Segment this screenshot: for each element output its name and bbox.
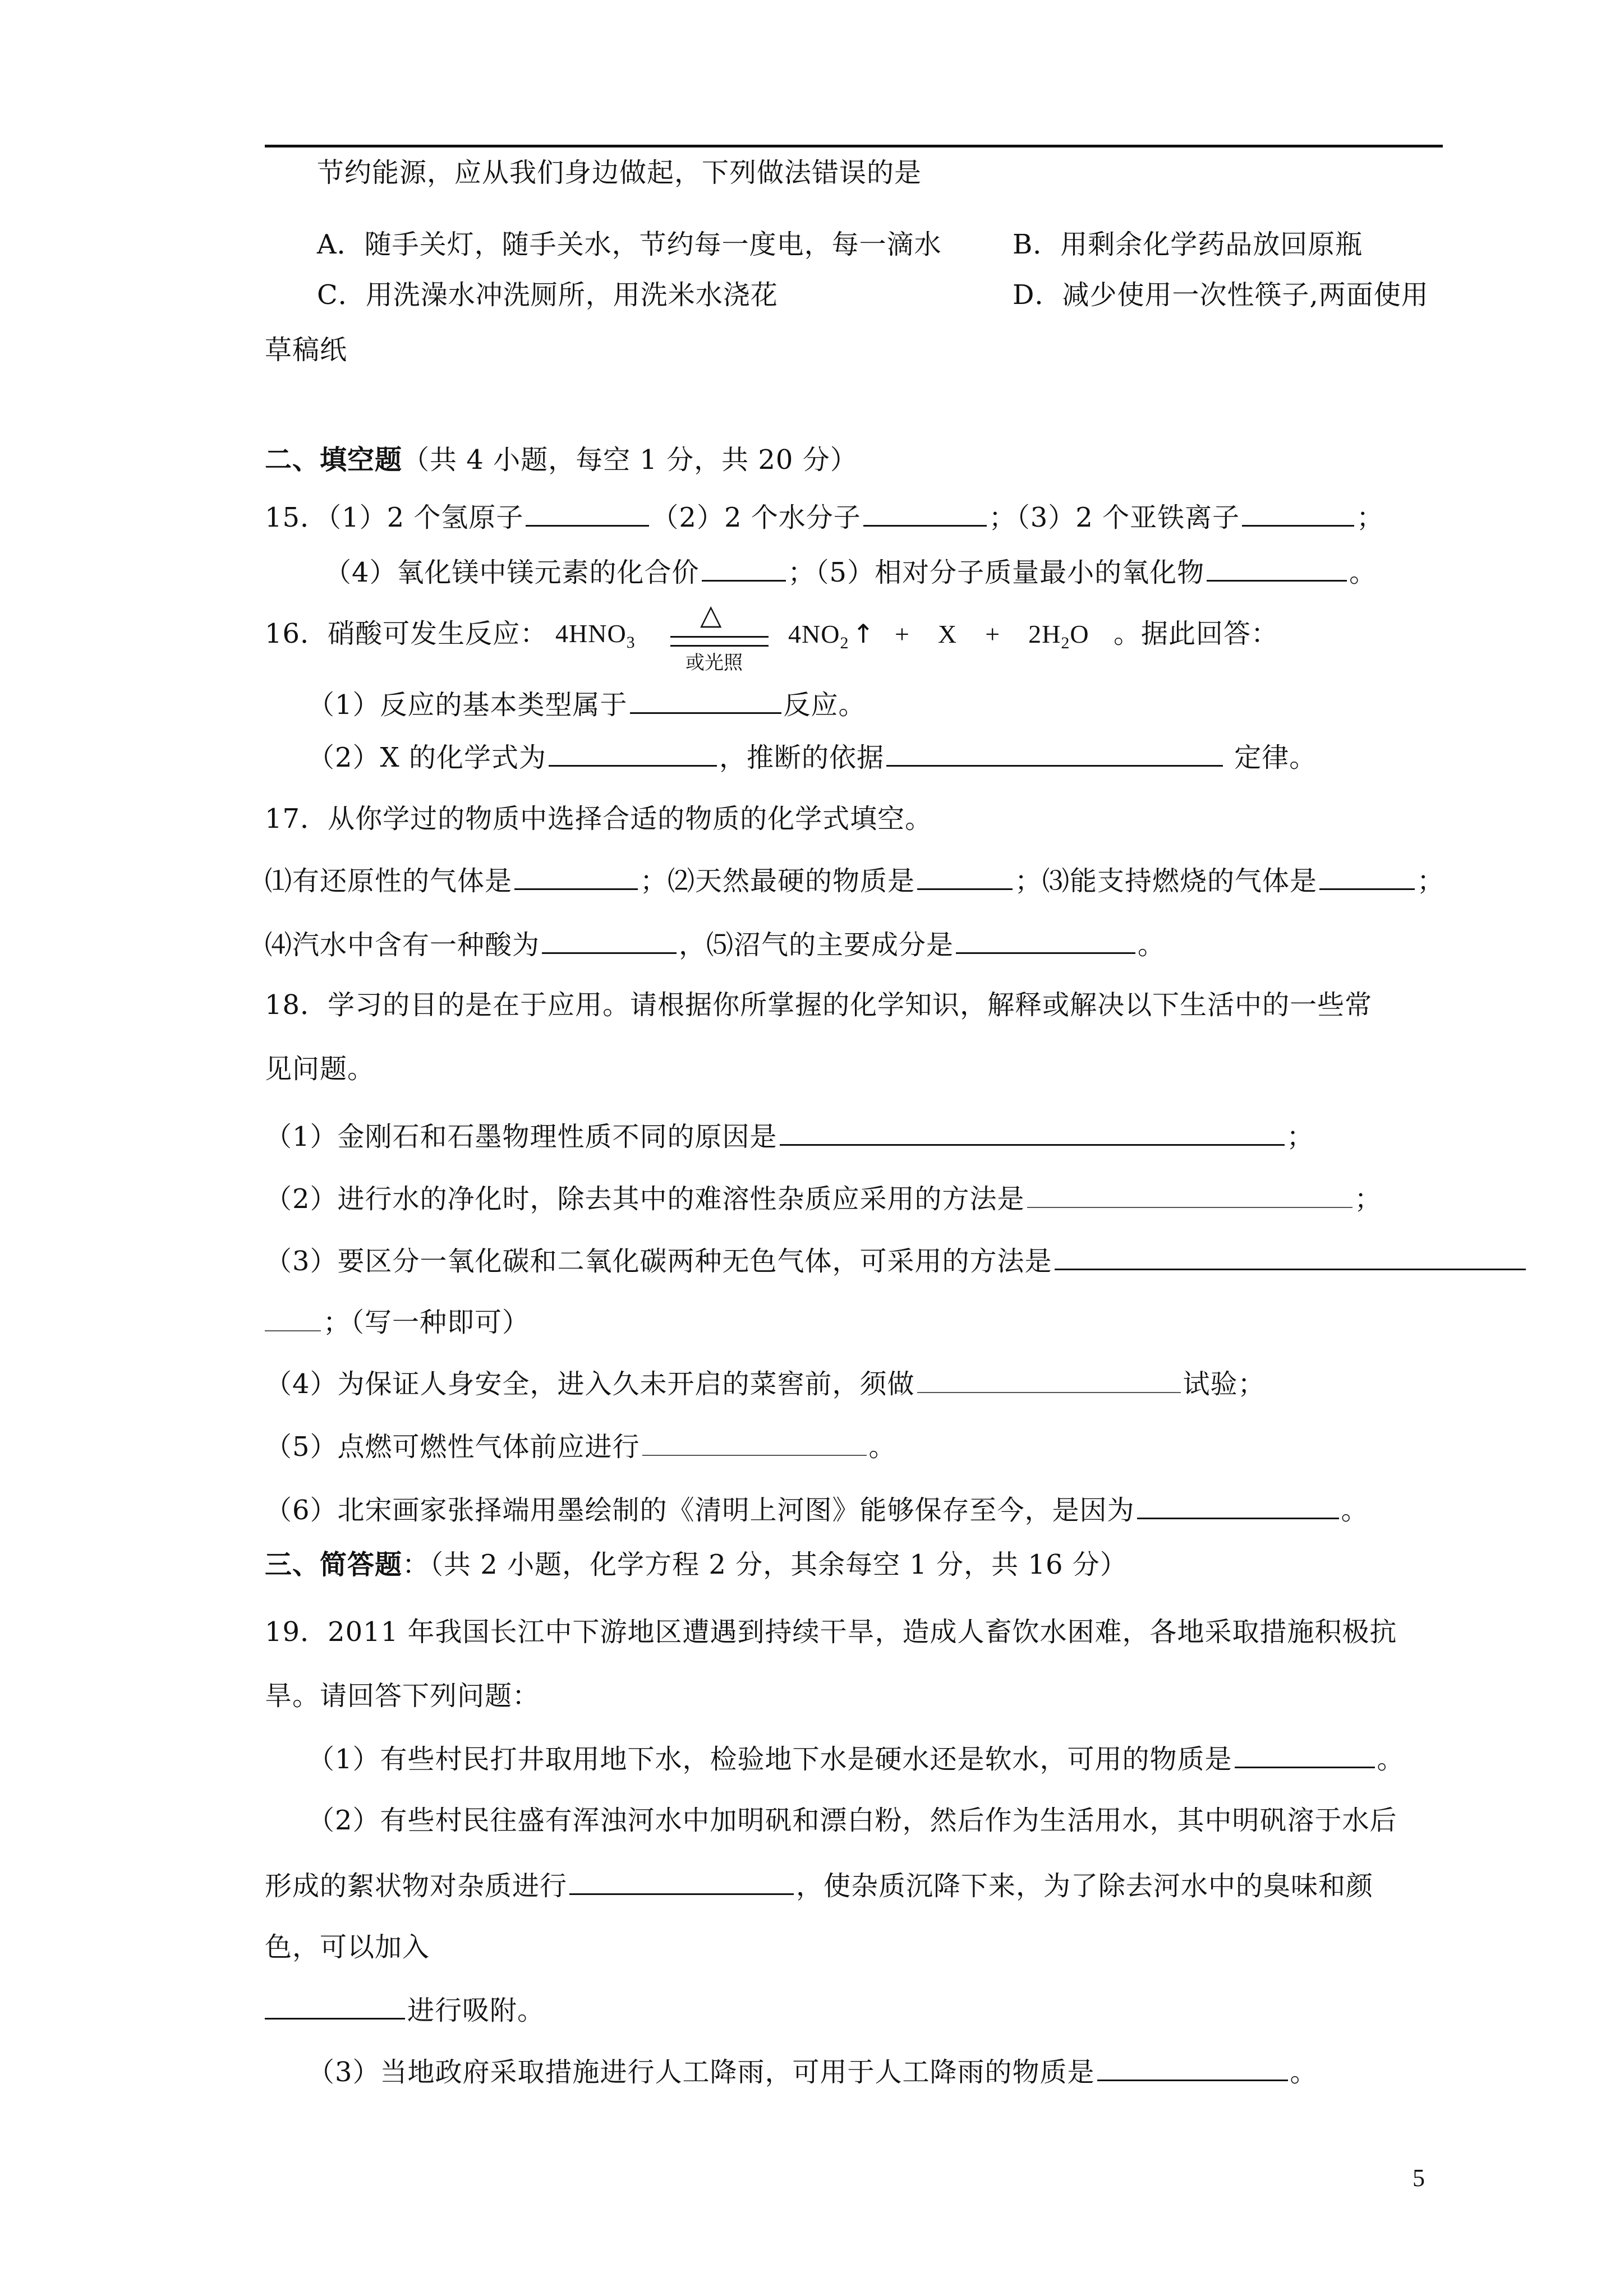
q18-sub-2 [265, 1181, 1382, 1215]
q19-stem-line-1: 19．2011 年我国长江中下游地区遭遇到持续干旱，造成人畜饮水困难，各地采取措施积极抗 [265, 1616, 1397, 1648]
q15-part-3: ；（3）2 个亚铁离子 [988, 502, 1240, 533]
q15-part-4: （4）氧化镁中镁元素的化合价 [324, 557, 700, 588]
q19-sub-1 [307, 1741, 1405, 1774]
reactant-subscript: 3 [626, 633, 636, 652]
answer-blank[interactable] [1137, 1492, 1339, 1519]
q18-sub-5-text: （5）点燃可燃性气体前应进行 [265, 1431, 640, 1463]
q19-sub-1-tail: 。 [1377, 1744, 1405, 1775]
product-1: 4NO [788, 620, 840, 648]
q19-sub-2-line-3: 色，可以加入 [265, 1931, 430, 1963]
answer-blank[interactable] [886, 739, 1223, 767]
answer-blank[interactable] [265, 1992, 405, 2020]
gas-arrow-icon: ↑ [852, 619, 875, 649]
q18-sub-4-text: （4）为保证人身安全，进入久未开启的菜窖前，须做 [265, 1368, 915, 1400]
q18-sub-4 [265, 1366, 1266, 1400]
answer-blank[interactable] [917, 863, 1013, 890]
q15-part-5: ；（5）相对分子质量最小的氧化物 [788, 557, 1205, 588]
q18-stem-line-1: 18．学习的目的是在于应用。请根据你所掌握的化学知识，解释或解决以下生活中的一些常 [265, 989, 1373, 1021]
plus-sign: + [985, 620, 1001, 648]
q18-sub-6-text: （6）北宋画家张择端用墨绘制的《清明上河图》能够保存至今，是因为 [265, 1495, 1135, 1526]
q17-part-1: ⑴有还原性的气体是 [265, 865, 513, 897]
q16-sub-1 [307, 686, 866, 720]
q18-sub-1 [265, 1118, 1314, 1152]
q16-sub-2-tail: 定律。 [1225, 742, 1317, 773]
q18-sub-3-continued [265, 1304, 530, 1338]
q19-sub-2-mid: ，使杂质沉降下来，为了除去河水中的臭味和颜 [796, 1870, 1374, 1902]
q14-option-d: D．减少使用一次性筷子,两面使用 [1013, 279, 1429, 311]
q15-part-1: 15．（1）2 个氢原子 [265, 502, 524, 533]
section-2-heading [265, 443, 858, 477]
q14-option-c: C．用洗澡水冲洗厕所，用洗米水浇花 [317, 279, 778, 311]
q19-sub-3-tail: 。 [1290, 2057, 1318, 2088]
q18-sub-5 [265, 1429, 896, 1463]
answer-blank[interactable] [702, 554, 786, 582]
answer-blank[interactable] [265, 1304, 321, 1331]
product-3-tail: O [1070, 620, 1089, 648]
q18-stem-line-2: 见问题。 [265, 1053, 375, 1085]
section-3-note: ：（共 2 小题，化学方程 2 分，其余每空 1 分，共 16 分） [402, 1549, 1128, 1580]
section-3-title: 三、简答题 [265, 1549, 403, 1580]
product-1-subscript: 2 [840, 634, 849, 652]
q16-sub-1-tail: 反应。 [783, 689, 866, 721]
q16-tail: 。据此回答： [1114, 618, 1279, 649]
answer-blank[interactable] [1027, 1181, 1352, 1208]
light-condition-label: 或光照 [686, 652, 743, 674]
q15-part-2: （2）2 个水分子 [651, 502, 861, 533]
answer-blank[interactable] [549, 739, 717, 767]
product-3-subscript: 2 [1061, 634, 1070, 652]
q15-line-1 [265, 499, 1384, 533]
q18-sub-6 [265, 1492, 1369, 1525]
answer-blank[interactable] [863, 499, 987, 527]
q18-sub-1-text: （1）金刚石和石墨物理性质不同的原因是 [265, 1121, 778, 1152]
q19-stem-line-2: 旱。请回答下列问题： [265, 1680, 540, 1712]
q17-part-4: ⑷汽水中含有一种酸为 [265, 929, 540, 961]
q14-stem: 节约能源，应从我们身边做起，下列做法错误的是 [317, 157, 922, 188]
q18-sub-6-tail: 。 [1341, 1495, 1369, 1526]
q19-sub-2-text: 形成的絮状物对杂质进行 [265, 1870, 568, 1902]
page-number: 5 [1413, 2164, 1425, 2192]
q14-option-b: B．用剩余化学药品放回原瓶 [1013, 229, 1363, 260]
q18-sub-3 [265, 1243, 1528, 1276]
q19-sub-2-line-4 [265, 1992, 545, 2026]
q18-sub-2-tail: ； [1354, 1183, 1382, 1215]
q17-line-1 [265, 863, 1444, 896]
q16-sub-2-mid: ，推断的依据 [719, 742, 884, 773]
answer-blank[interactable] [1207, 554, 1347, 582]
q19-sub-2-tail: 进行吸附。 [407, 1995, 545, 2026]
q19-sub-3 [307, 2054, 1318, 2087]
section-2-title: 二、填空题 [265, 444, 403, 476]
q18-sub-4-tail: 试验； [1183, 1368, 1266, 1400]
header-rule [265, 145, 1443, 147]
answer-blank[interactable] [630, 686, 781, 714]
q19-sub-3-text: （3）当地政府采取措施进行人工降雨，可用于人工降雨的物质是 [307, 2057, 1095, 2088]
plus-sign: + [895, 620, 910, 648]
product-3: 2H [1028, 620, 1061, 648]
answer-blank[interactable] [514, 863, 638, 890]
q16-sub-2 [307, 739, 1317, 773]
answer-blank[interactable] [569, 1868, 794, 1895]
reactant-formula: 4HNO [555, 619, 627, 648]
answer-blank[interactable] [1242, 499, 1354, 527]
answer-blank[interactable] [542, 926, 677, 954]
answer-blank[interactable] [1319, 863, 1415, 890]
q17-stem: 17．从你学过的物质中选择合适的物质的化学式填空。 [265, 803, 933, 835]
q18-sub-1-tail: ； [1286, 1121, 1314, 1152]
product-x: X [937, 620, 958, 648]
section-2-note: （共 4 小题，每空 1 分，共 20 分） [402, 444, 858, 476]
answer-blank[interactable] [917, 1366, 1181, 1393]
q19-sub-2-line-1: （2）有些村民往盛有浑浊河水中加明矾和漂白粉，然后作为生活用水，其中明矾溶于水后 [307, 1805, 1397, 1836]
q17-part-5: ，⑸沼气的主要成分是 [679, 929, 954, 961]
section-3-heading [265, 1548, 1128, 1582]
q17-part-3: ；⑶能支持燃烧的气体是 [1015, 865, 1318, 897]
equation-reactant [555, 617, 636, 651]
q19-sub-1-text: （1）有些村民打井取用地下水，检验地下水是硬水还是软水，可用的物质是 [307, 1744, 1232, 1775]
q15-punct: 。 [1349, 557, 1377, 588]
q18-sub-3-tail: ；（写一种即可） [323, 1307, 530, 1338]
answer-blank[interactable] [526, 499, 649, 527]
q15-punct: ； [1356, 502, 1384, 533]
q18-sub-3-text: （3）要区分一氧化碳和二氧化碳两种无色气体，可采用的方法是 [265, 1246, 1052, 1277]
answer-blank[interactable] [1097, 2054, 1288, 2081]
answer-blank[interactable] [956, 926, 1135, 954]
q19-sub-2-line-2 [265, 1868, 1373, 1901]
answer-blank[interactable] [1055, 1243, 1526, 1270]
q17-line-2 [265, 926, 1165, 960]
q16-sub-1-text: （1）反应的基本类型属于 [307, 689, 628, 721]
q14-option-a: A．随手关灯，随手关水，节约每一度电，每一滴水 [317, 229, 942, 260]
answer-blank[interactable] [1235, 1741, 1375, 1768]
q18-sub-2-text: （2）进行水的净化时，除去其中的难溶性杂质应采用的方法是 [265, 1183, 1025, 1215]
heat-condition-icon: △ [700, 598, 722, 631]
q16-lead: 16．硝酸可发生反应： [265, 618, 548, 649]
q17-part-2: ；⑵天然最硬的物质是 [640, 865, 915, 897]
q14-option-d-continued: 草稿纸 [265, 334, 348, 366]
q17-punct: 。 [1138, 929, 1166, 961]
equation-products [788, 617, 1089, 651]
equation-equals-line-top [670, 636, 769, 638]
equation-equals-line-bottom [670, 645, 769, 647]
answer-blank[interactable] [780, 1118, 1285, 1146]
q18-sub-5-tail: 。 [868, 1431, 896, 1463]
answer-blank[interactable] [642, 1429, 867, 1456]
q17-punct: ； [1417, 865, 1445, 897]
q15-line-2 [324, 554, 1377, 588]
q16-sub-2-text: （2）X 的化学式为 [307, 742, 546, 773]
